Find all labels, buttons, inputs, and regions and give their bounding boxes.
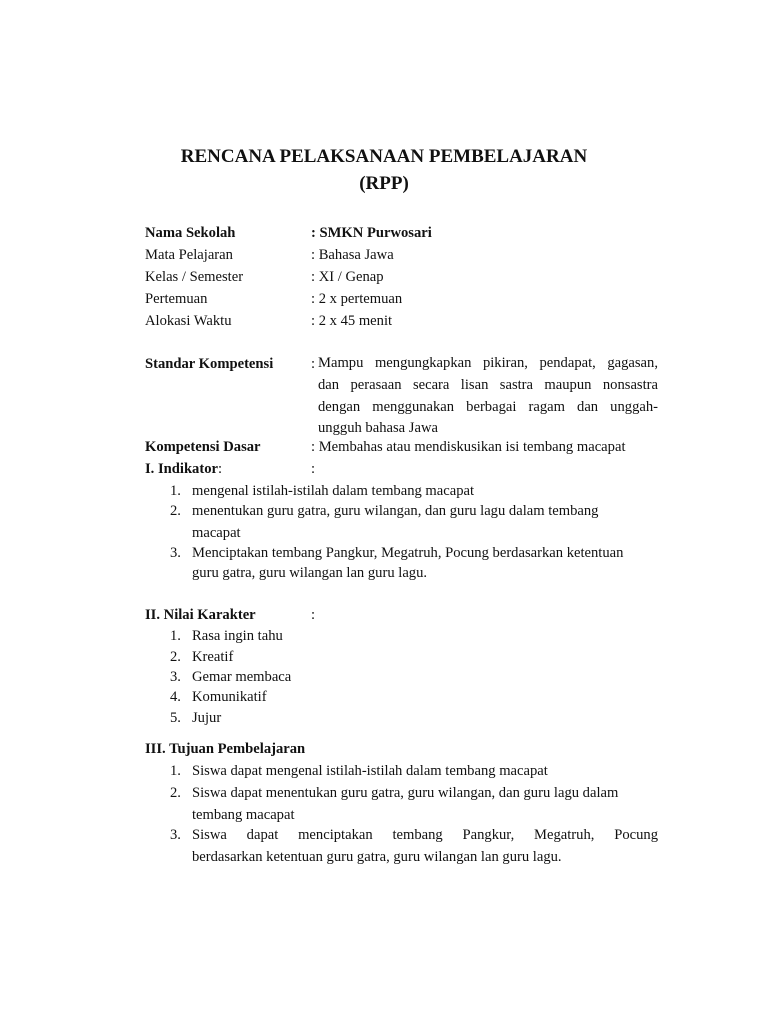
list-number: 1.	[170, 763, 181, 779]
indikator-label: I. Indikator	[145, 461, 218, 477]
list-number: 3.	[170, 545, 181, 561]
list-item: Menciptakan tembang Pangkur, Megatruh, Pocung berdasarkan ketentuan	[192, 545, 624, 561]
identity-label: Nama Sekolah	[145, 225, 236, 241]
identity-value: : XI / Genap	[311, 269, 384, 285]
list-item: Rasa ingin tahu	[192, 628, 283, 644]
list-item: Jujur	[192, 710, 222, 726]
kompetensi-dasar-label: Kompetensi Dasar	[145, 439, 261, 455]
tujuan-label: III. Tujuan Pembelajaran	[145, 741, 306, 757]
identity-label: Mata Pelajaran	[145, 247, 233, 263]
list-number: 3.	[170, 827, 181, 843]
list-item	[192, 825, 658, 868]
identity-value: : 2 x pertemuan	[311, 291, 403, 307]
document-title: RENCANA PELAKSANAAN PEMBELAJARAN	[180, 146, 588, 167]
identity-value: : Bahasa Jawa	[311, 247, 394, 263]
colon: :	[311, 356, 316, 372]
list-item: menentukan guru gatra, guru wilangan, dan guru lagu dalam tembang	[192, 503, 599, 519]
list-number: 4.	[170, 689, 181, 705]
text-line: dan perasaan secara lisan sastra maupun nonsastra	[318, 376, 658, 393]
colon: :	[311, 461, 316, 477]
list-item: Kreatif	[192, 649, 234, 665]
identity-value: : SMKN Purwosari	[311, 225, 432, 241]
list-item: Komunikatif	[192, 689, 267, 705]
list-number: 2.	[170, 649, 181, 665]
identity-label: Pertemuan	[145, 291, 208, 307]
standar-kompetensi-label: Standar Kompetensi	[145, 356, 274, 372]
list-number: 2.	[170, 503, 181, 519]
list-item: Siswa dapat mengenal istilah-istilah dalam tembang macapat	[192, 763, 548, 779]
list-item-cont: macapat	[192, 525, 241, 541]
list-item: Gemar membaca	[192, 669, 292, 685]
colon: :	[311, 607, 316, 623]
list-number: 1.	[170, 628, 181, 644]
kompetensi-dasar-value: : Membahas atau mendiskusikan isi tembang macapat	[311, 439, 626, 455]
text-line: dengan menggunakan berbagai ragam dan unggah-	[318, 398, 658, 415]
list-number: 3.	[170, 669, 181, 685]
list-item-cont: tembang macapat	[192, 807, 295, 823]
standar-kompetensi-text	[318, 353, 658, 440]
identity-value: : 2 x 45 menit	[311, 313, 393, 329]
list-number: 1.	[170, 483, 181, 499]
text-line: berdasarkan ketentuan guru gatra, guru wilangan lan guru lagu.	[192, 848, 562, 865]
list-item-cont: guru gatra, guru wilangan lan guru lagu.	[192, 565, 428, 581]
text-line: Siswa dapat menciptakan tembang Pangkur, Megatruh, Pocung	[192, 827, 658, 843]
text-line: Mampu mengungkapkan pikiran, pendapat, gagasan,	[318, 355, 658, 371]
list-item: mengenal istilah-istilah dalam tembang macapat	[192, 483, 475, 499]
document-subtitle: (RPP)	[359, 173, 409, 194]
list-number: 5.	[170, 710, 181, 726]
colon: :	[218, 461, 223, 477]
nilai-karakter-label: II. Nilai Karakter	[145, 607, 256, 623]
identity-label: Alokasi Waktu	[145, 313, 232, 329]
list-number: 2.	[170, 785, 181, 801]
identity-label: Kelas / Semester	[145, 269, 244, 285]
indikator-heading	[145, 459, 222, 479]
text-line: ungguh bahasa Jawa	[318, 420, 438, 437]
list-item: Siswa dapat menentukan guru gatra, guru wilangan, dan guru lagu dalam	[192, 785, 619, 801]
